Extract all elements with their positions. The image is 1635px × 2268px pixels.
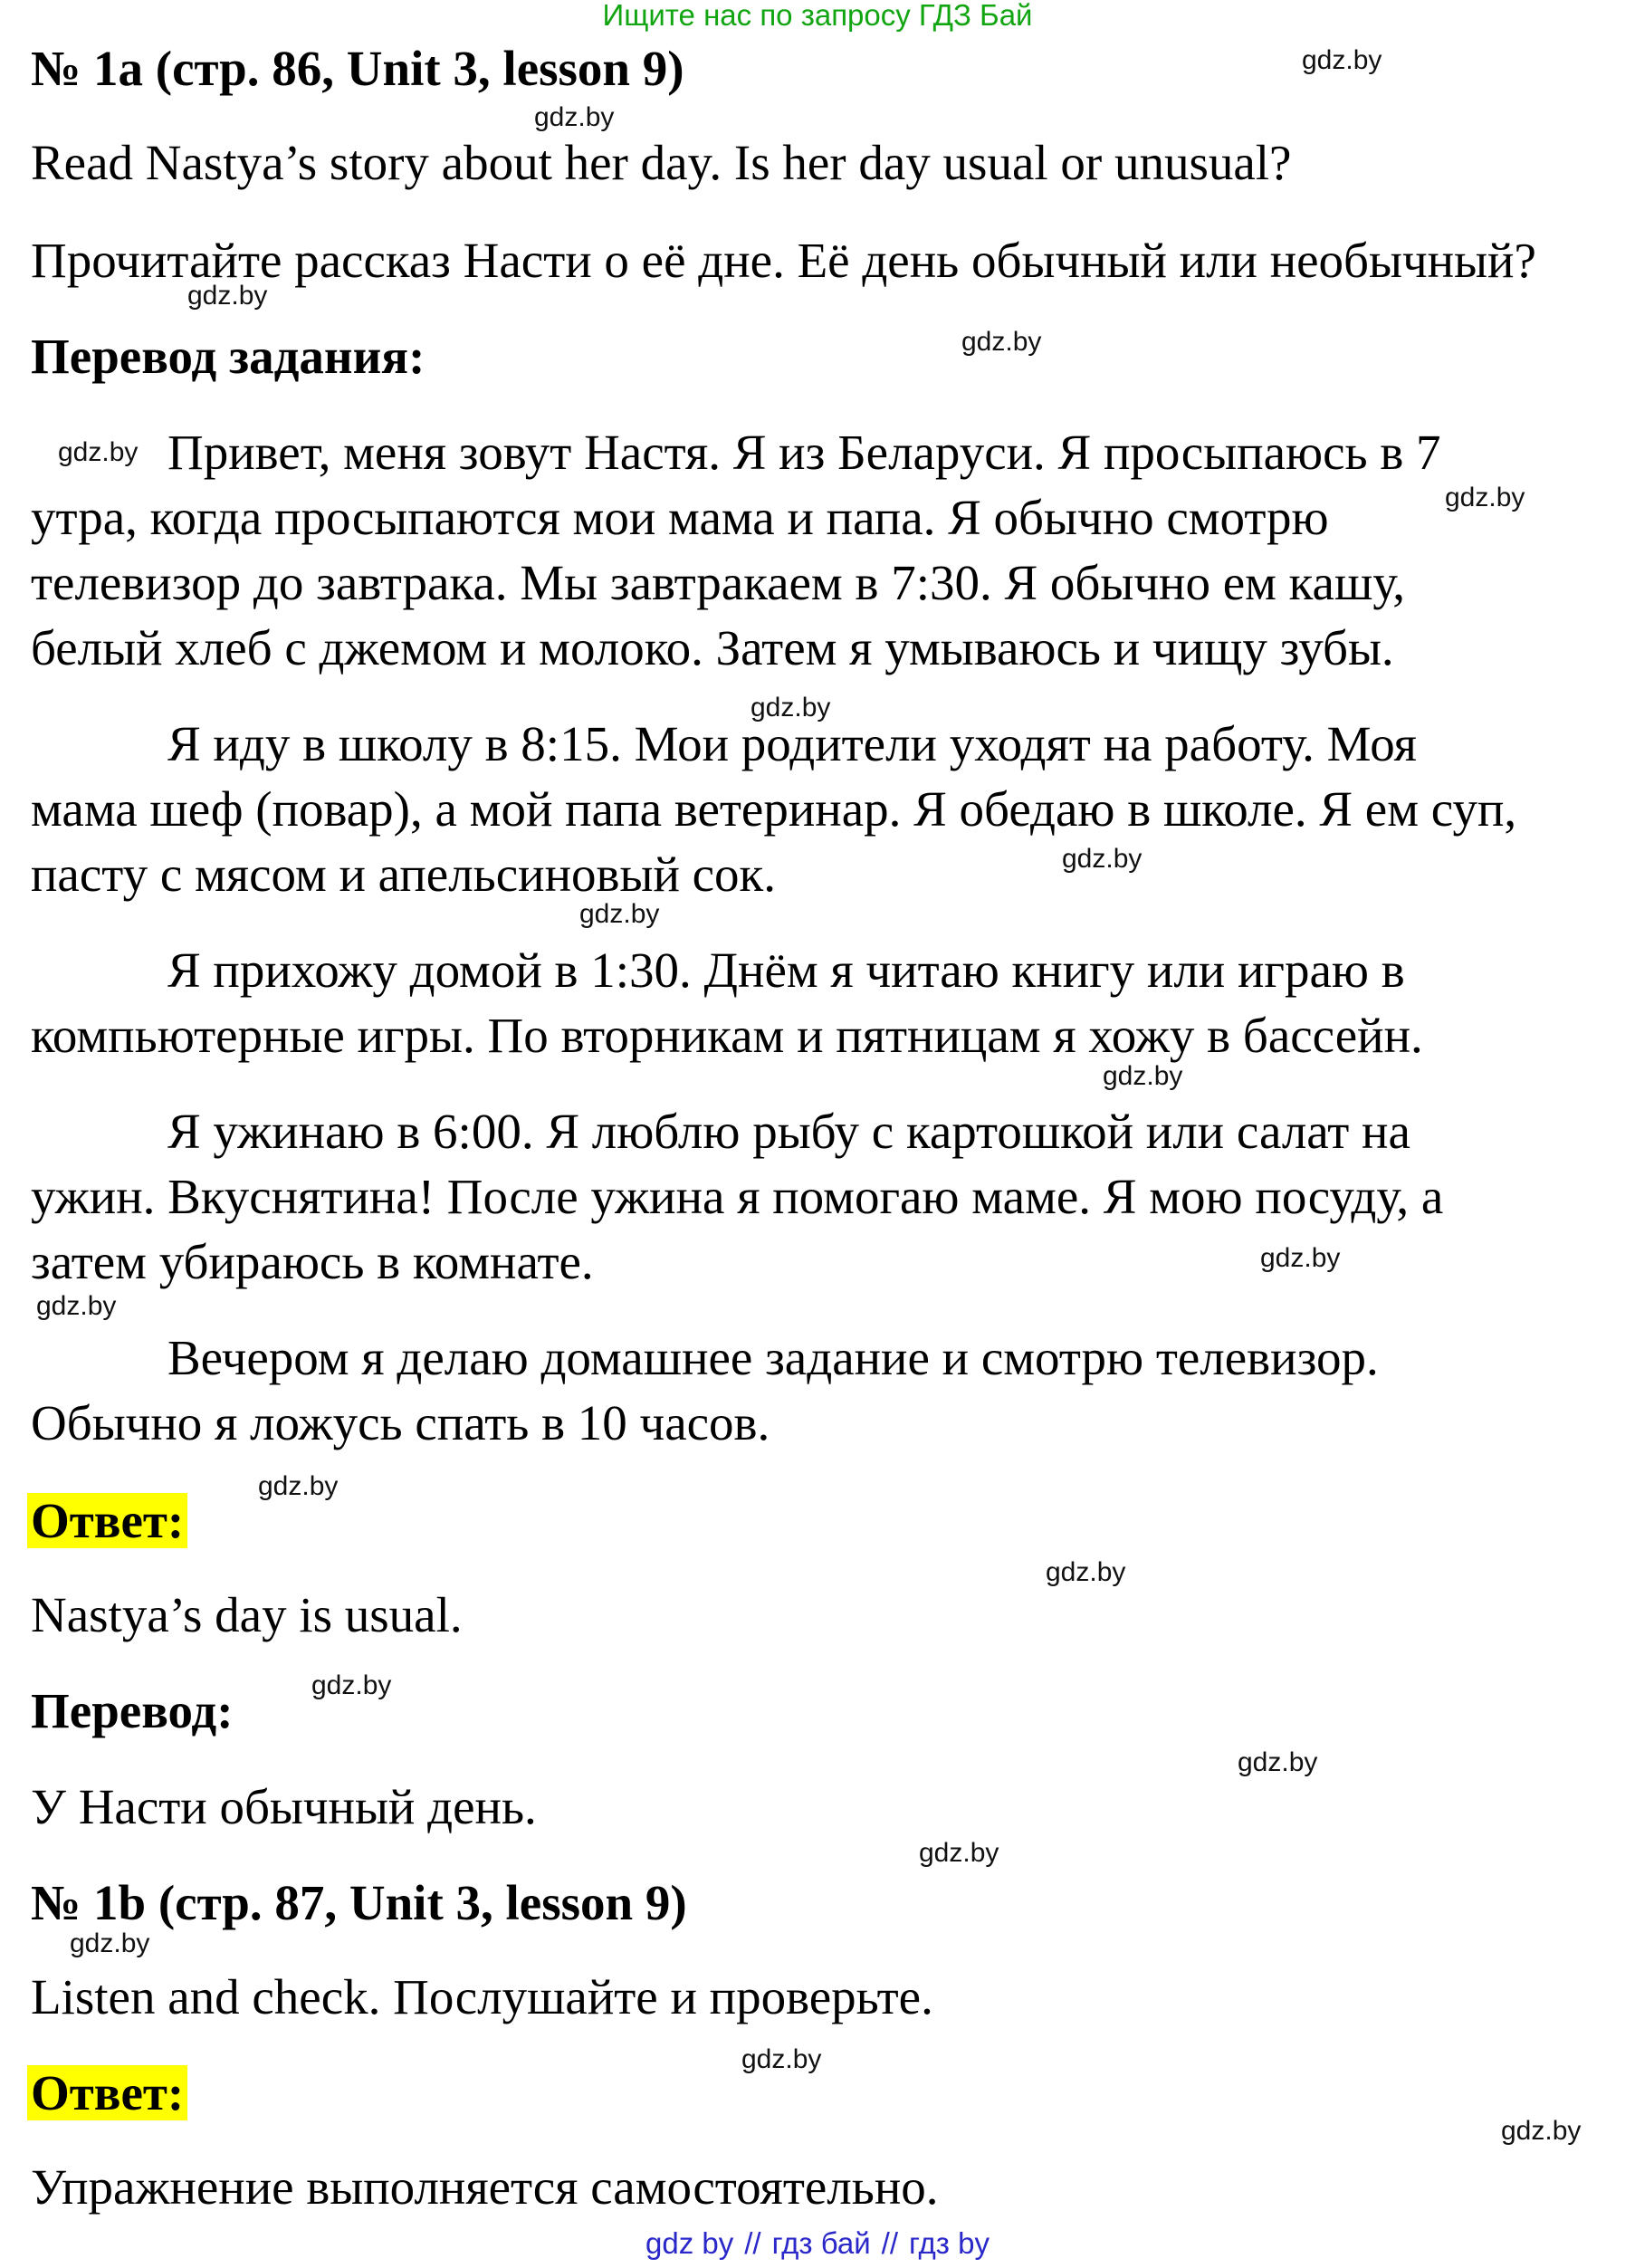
footer-link-gdz-by[interactable]: gdz by	[645, 2226, 734, 2260]
footer-separator: //	[744, 2226, 761, 2260]
story-line: утра, когда просыпаются мои мама и папа. Я обычно смотрю	[31, 490, 1329, 545]
task-1b-answer-heading-label: Ответ:	[27, 2065, 187, 2120]
watermark: gdz.by	[258, 1471, 339, 1501]
watermark: gdz.by	[919, 1838, 999, 1868]
story-line: Я иду в школу в 8:15. Мои родители уходят на работу. Моя	[167, 716, 1417, 771]
story-line: ужин. Вкуснятина! После ужина я помогаю маме. Я мою посуду, а	[31, 1169, 1444, 1224]
watermark: gdz.by	[36, 1291, 117, 1321]
answer-heading-label: Ответ:	[27, 1493, 187, 1548]
translation-answer-heading: Перевод:	[31, 1683, 234, 1738]
task-1b-answer-text: Упражнение выполняется самостоятельно.	[31, 2159, 939, 2215]
watermark: gdz.by	[1046, 1557, 1126, 1587]
watermark: gdz.by	[1103, 1061, 1183, 1091]
story-line: Я прихожу домой в 1:30. Днём я читаю книгу или играю в	[167, 943, 1405, 998]
story-line: мама шеф (повар), а мой папа ветеринар. Я обедаю в школе. Я ем суп,	[31, 781, 1517, 837]
story-line: пасту с мясом и апельсиновый сок.	[31, 847, 777, 902]
watermark: gdz.by	[70, 1928, 150, 1958]
watermark: gdz.by	[1302, 45, 1382, 75]
watermark: gdz.by	[1260, 1243, 1341, 1273]
translation-heading: Перевод задания:	[31, 329, 425, 384]
footer-link-gdz-bai[interactable]: гдз бай	[771, 2226, 871, 2260]
task-1a-instruction-en: Read Nastya’s story about her day. Is her day usual or unusual?	[31, 135, 1292, 190]
watermark: gdz.by	[741, 2044, 822, 2074]
watermark: gdz.by	[579, 899, 660, 929]
footer-link-gdz-by-ru[interactable]: гдз by	[909, 2226, 990, 2260]
story-line: Вечером я делаю домашнее задание и смотрю телевизор.	[167, 1330, 1379, 1385]
translation-answer-text: У Насти обычный день.	[31, 1779, 537, 1834]
answer-text: Nastya’s day is usual.	[31, 1587, 463, 1642]
story-line: белый хлеб с джемом и молоко. Затем я умываюсь и чищу зубы.	[31, 620, 1394, 675]
watermark: gdz.by	[751, 693, 831, 723]
answer-heading	[31, 1492, 187, 1550]
story-line: затем убираюсь в комнате.	[31, 1234, 594, 1289]
task-1a-title: № 1a (стр. 86, Unit 3, lesson 9)	[31, 41, 684, 96]
watermark: gdz.by	[311, 1670, 392, 1700]
watermark: gdz.by	[1501, 2116, 1582, 2146]
story-line: телевизор до завтрака. Мы завтракаем в 7:30. Я обычно ем кашу,	[31, 555, 1406, 610]
task-1a-instruction-ru: Прочитайте рассказ Насти о её дне. Её день обычный или необычный?	[31, 233, 1536, 288]
search-hint-link[interactable]: Ищите нас по запросу ГДЗ Бай	[602, 0, 1033, 32]
task-1b-answer-heading	[31, 2064, 187, 2122]
story-line: компьютерные игры. По вторникам и пятницам я хожу в бассейн.	[31, 1008, 1423, 1063]
task-1b-title: № 1b (стр. 87, Unit 3, lesson 9)	[31, 1875, 687, 1930]
story-line: Я ужинаю в 6:00. Я люблю рыбу с картошкой или салат на	[167, 1104, 1410, 1159]
watermark: gdz.by	[187, 281, 268, 311]
watermark: gdz.by	[1062, 844, 1143, 874]
story-line: Привет, меня зовут Настя. Я из Беларуси. Я просыпаюсь в 7	[167, 425, 1441, 480]
watermark: gdz.by	[534, 102, 615, 132]
watermark: gdz.by	[1238, 1747, 1318, 1777]
watermark: gdz.by	[58, 437, 139, 467]
watermark: gdz.by	[1445, 483, 1525, 512]
task-1b-instruction: Listen and check. Послушайте и проверьте.	[31, 1969, 933, 2024]
footer-links	[0, 2225, 1635, 2262]
watermark: gdz.by	[961, 327, 1042, 357]
story-line: Обычно я ложусь спать в 10 часов.	[31, 1395, 770, 1450]
footer-separator: //	[881, 2226, 898, 2260]
